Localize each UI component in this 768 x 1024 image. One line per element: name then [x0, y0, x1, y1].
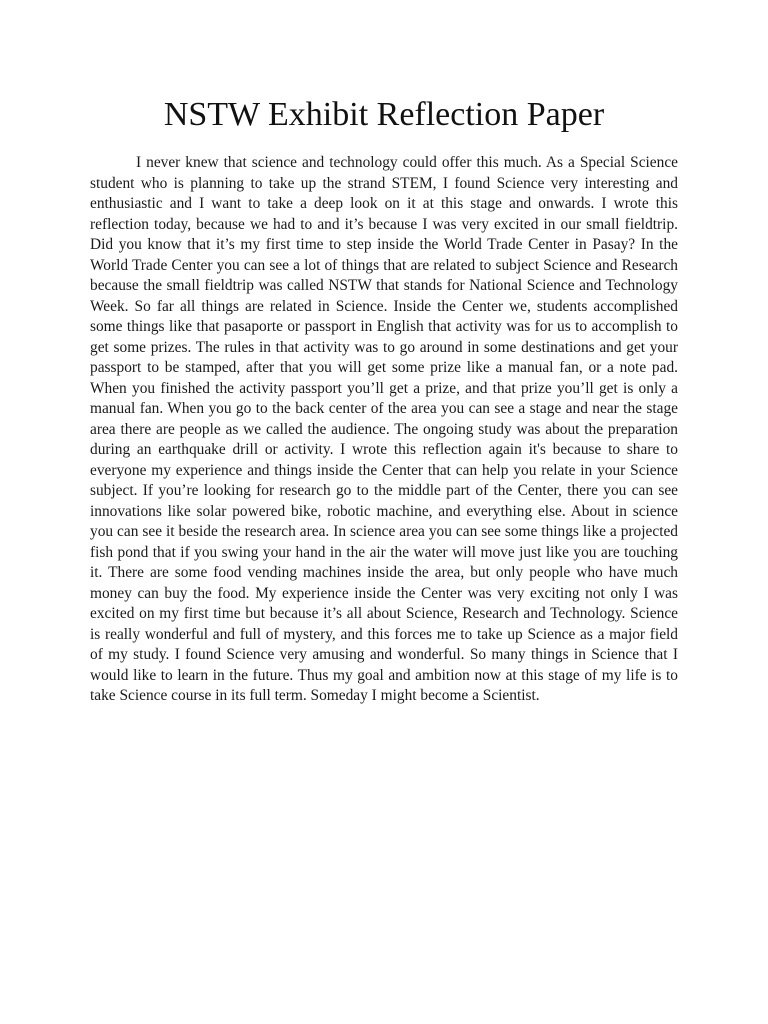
- body-paragraph: I never knew that science and technology could offer this much. As a Special Science student who is planning to take up the strand STEM, I found Science very interesting and enthusiastic and I want to take a deep look on it at this stage and onwards. I wrote this reflection today, because we had to and it’s because I was very excited in our small fieldtrip. Did you know that it’s my first time to step inside the World Trade Center in Pasay? In the World Trade Center you can see a lot of things that are related to subject Science and Research because the small fieldtrip was called NSTW that stands for National Science and Technology Week. So far all things are related in Science. Inside the Center we, students accomplished some things like that pasaporte or passport in English that activity was for us to accomplish to get some prizes. The rules in that activity was to go around in some destinations and get your passport to be stamped, after that you will get some prize like a manual fan, or a note pad. When you finished the activity passport you’ll get a prize, and that prize you’ll get is only a manual fan. When you go to the back center of the area you can see a stage and near the stage area there are people as we called the audience. The ongoing study was about the preparation during an earthquake drill or activity. I wrote this reflection again it's because to share to everyone my experience and things inside the Center that can help you relate in your Science subject. If you’re looking for research go to the middle part of the Center, there you can see innovations like solar powered bike, robotic machine, and everything else. About in science you can see it beside the research area. In science area you can see some things like a projected fish pond that if you swing your hand in the air the water will move just like you are touching it. There are some food vending machines inside the area, but only people who have much money can buy the food. My experience inside the Center was very exciting not only I was excited on my first time but because it’s all about Science, Research and Technology. Science is really wonderful and full of mystery, and this forces me to take up Science as a major field of my study. I found Science very amusing and wonderful. So many things in Science that I would like to learn in the future. Thus my goal and ambition now at this stage of my life is to take Science course in its full term. Someday I might become a Scientist.: [90, 154, 678, 704]
- page-title: NSTW Exhibit Reflection Paper: [163, 96, 605, 133]
